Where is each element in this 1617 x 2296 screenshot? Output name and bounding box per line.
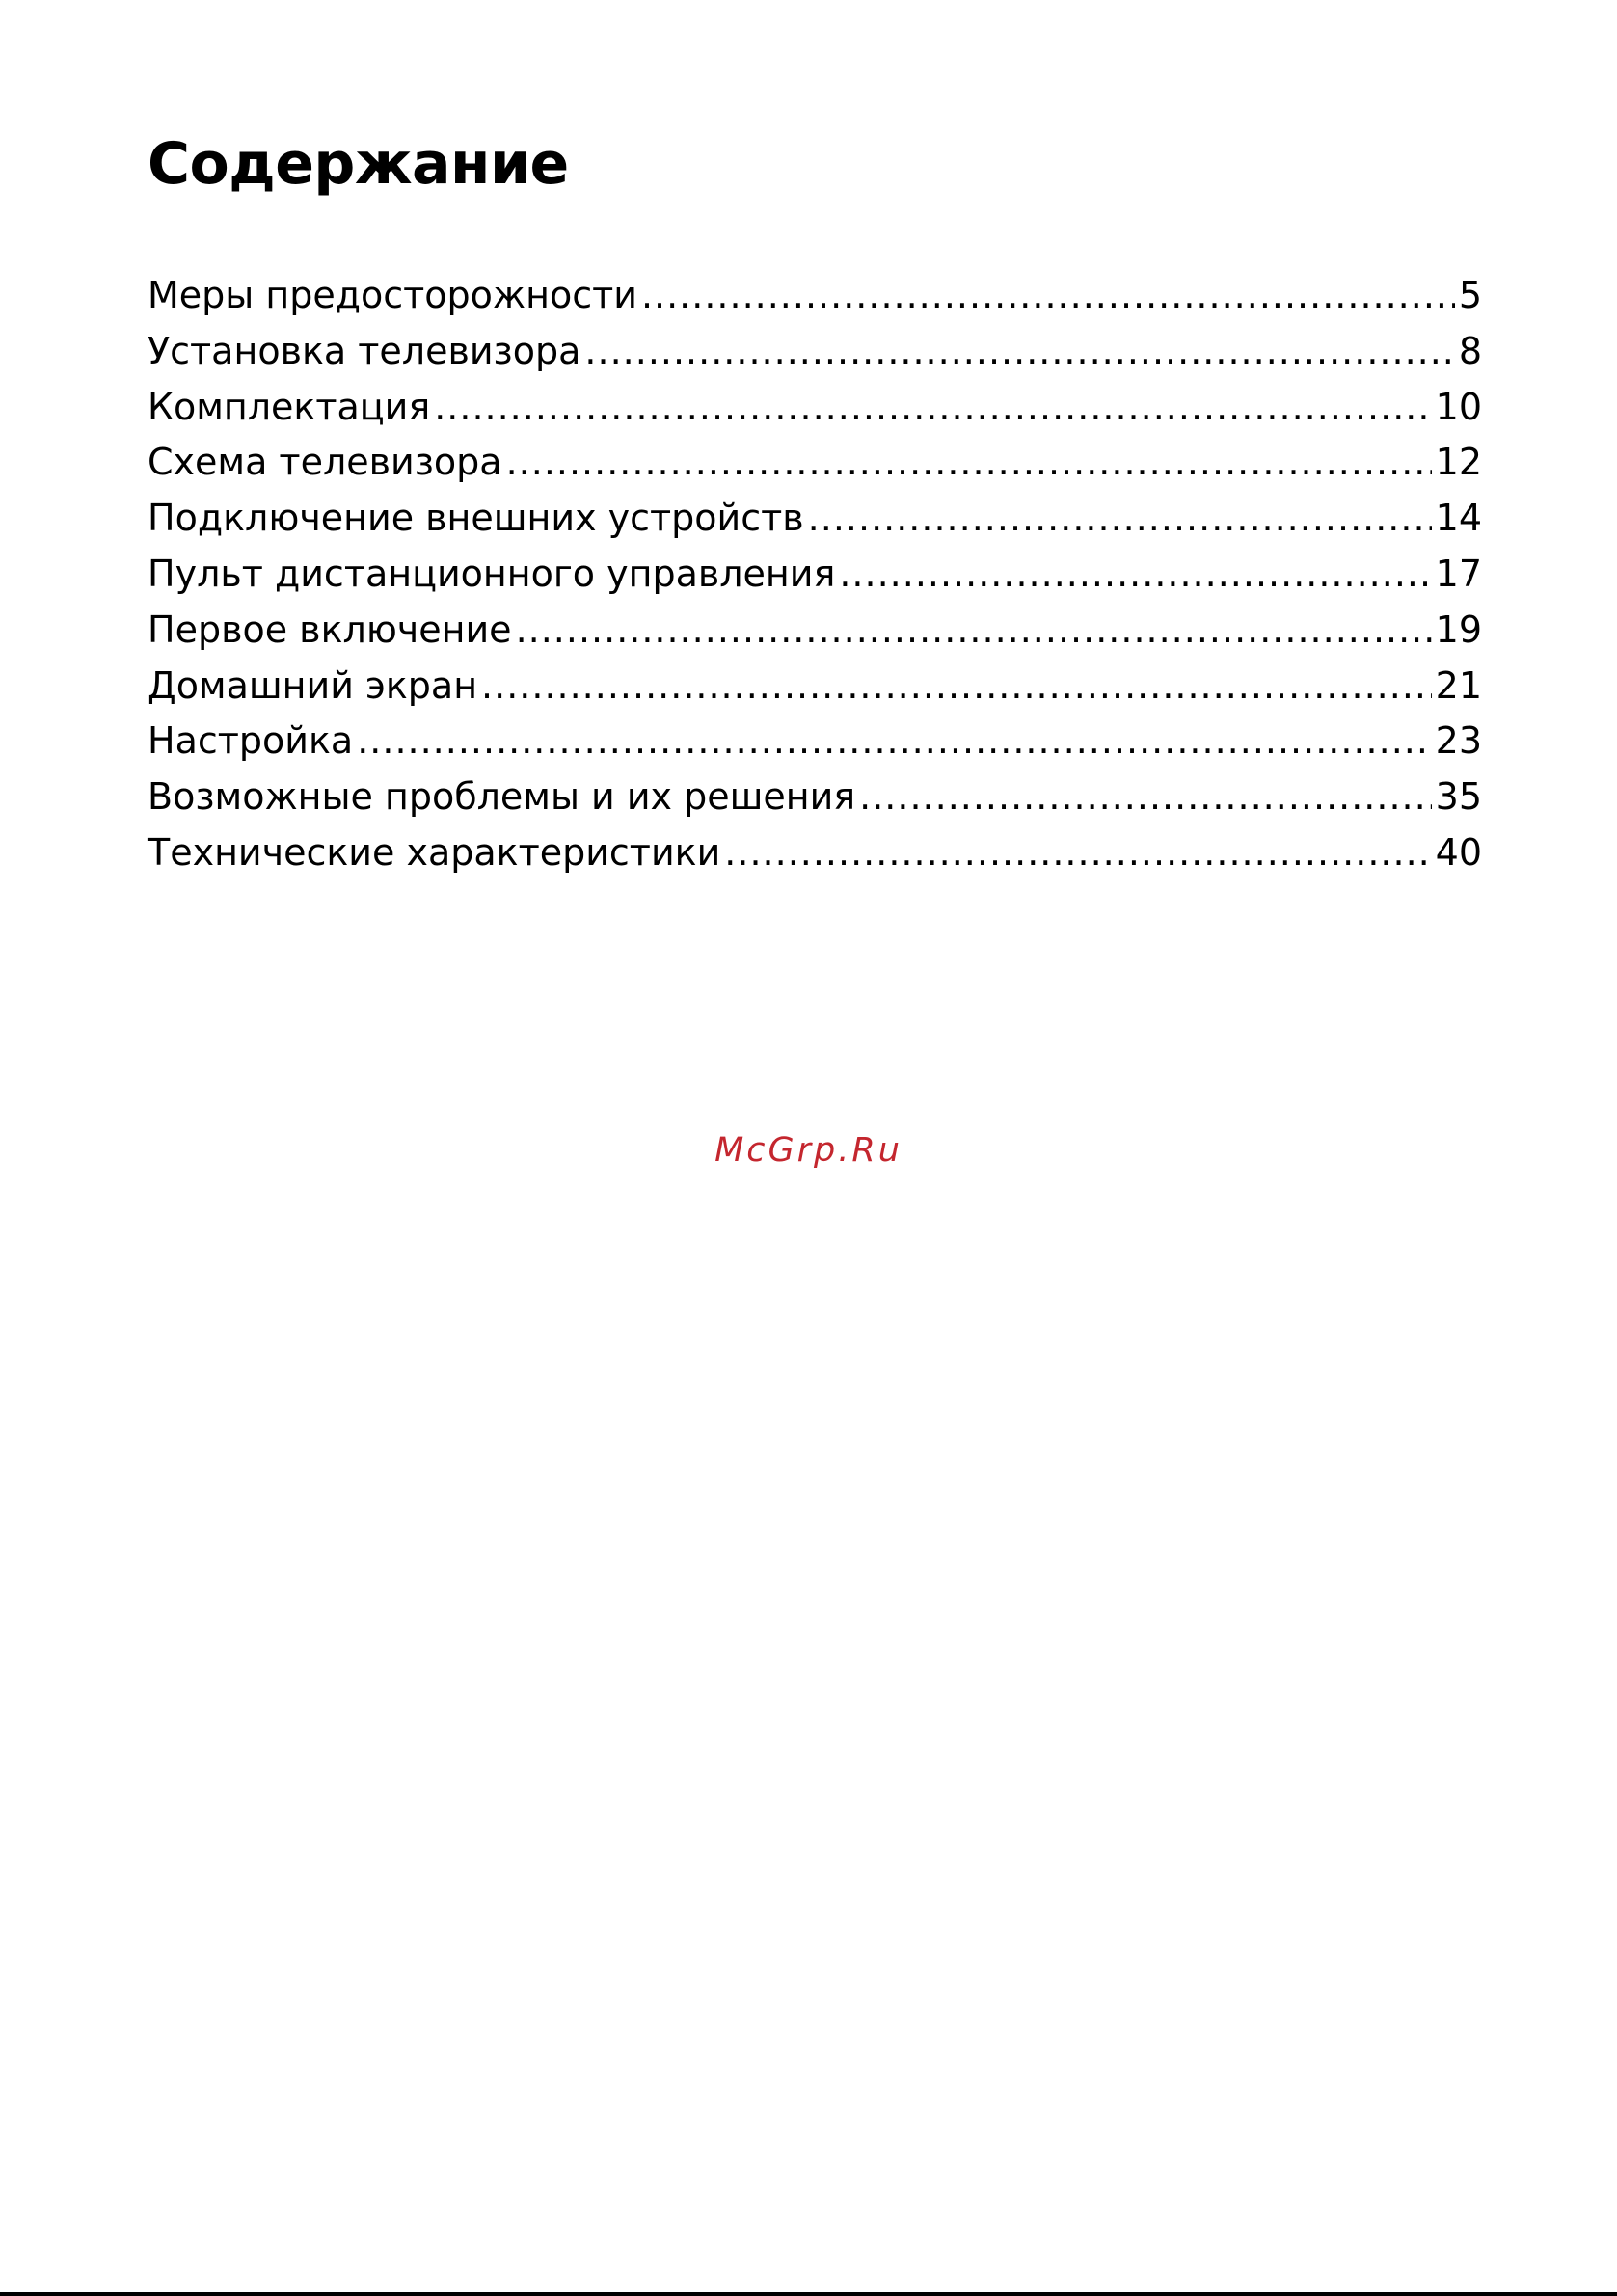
toc-entry-label: Комплектация	[148, 385, 431, 428]
toc-page-number: 40	[1435, 830, 1482, 874]
toc-entry-tv-installation[interactable]	[148, 324, 1482, 380]
toc-entry-label: Установка телевизора	[148, 329, 581, 372]
bottom-border-line	[0, 2292, 1617, 2296]
toc-page-number: 14	[1435, 497, 1482, 540]
toc-entry-label: Подключение внешних устройств	[148, 497, 804, 540]
toc-page-number: 23	[1435, 719, 1482, 763]
toc-dot-leader	[357, 714, 1431, 770]
toc-dot-leader	[724, 825, 1431, 881]
toc-entry-specifications[interactable]	[148, 825, 1482, 881]
toc-dot-leader	[481, 659, 1432, 715]
toc-page-number: 17	[1435, 552, 1482, 595]
toc-dot-leader	[584, 324, 1454, 380]
toc-dot-leader	[859, 770, 1432, 825]
toc-page-number: 5	[1458, 274, 1482, 316]
toc-entry-label: Первое включение	[148, 608, 512, 651]
toc-page-number: 12	[1435, 441, 1482, 484]
toc-entry-troubleshooting[interactable]	[148, 770, 1482, 825]
toc-entry-precautions[interactable]	[148, 268, 1482, 324]
toc-entry-label: Меры предосторожности	[148, 274, 637, 316]
toc-page-number: 21	[1435, 663, 1482, 707]
toc-entry-first-power-on[interactable]	[148, 603, 1482, 659]
toc-entry-label: Домашний экран	[148, 663, 478, 707]
toc-dot-leader	[516, 603, 1432, 659]
toc-dot-leader	[506, 435, 1432, 491]
toc-entry-label: Технические характеристики	[148, 830, 721, 874]
table-of-contents	[148, 268, 1482, 881]
toc-entry-label: Пульт дистанционного управления	[148, 552, 836, 595]
toc-entry-external-devices[interactable]	[148, 491, 1482, 547]
toc-entry-label: Настройка	[148, 719, 354, 763]
toc-entry-package-contents[interactable]	[148, 380, 1482, 436]
toc-page-number: 10	[1435, 385, 1482, 428]
toc-entry-tv-diagram[interactable]	[148, 435, 1482, 491]
toc-entry-settings[interactable]	[148, 714, 1482, 770]
toc-dot-leader	[434, 380, 1431, 436]
toc-entry-label: Возможные проблемы и их решения	[148, 775, 856, 819]
toc-page-number: 19	[1435, 608, 1482, 651]
toc-dot-leader	[808, 491, 1432, 547]
toc-dot-leader	[641, 268, 1455, 324]
toc-dot-leader	[839, 547, 1431, 603]
toc-entry-home-screen[interactable]	[148, 659, 1482, 715]
toc-entry-remote-control[interactable]	[148, 547, 1482, 603]
watermark-text: McGrp.Ru	[714, 1131, 903, 1170]
toc-page-number: 8	[1458, 329, 1482, 372]
toc-entry-label: Схема телевизора	[148, 441, 502, 484]
toc-page-number: 35	[1435, 775, 1482, 819]
page-title: Содержание	[148, 130, 569, 198]
